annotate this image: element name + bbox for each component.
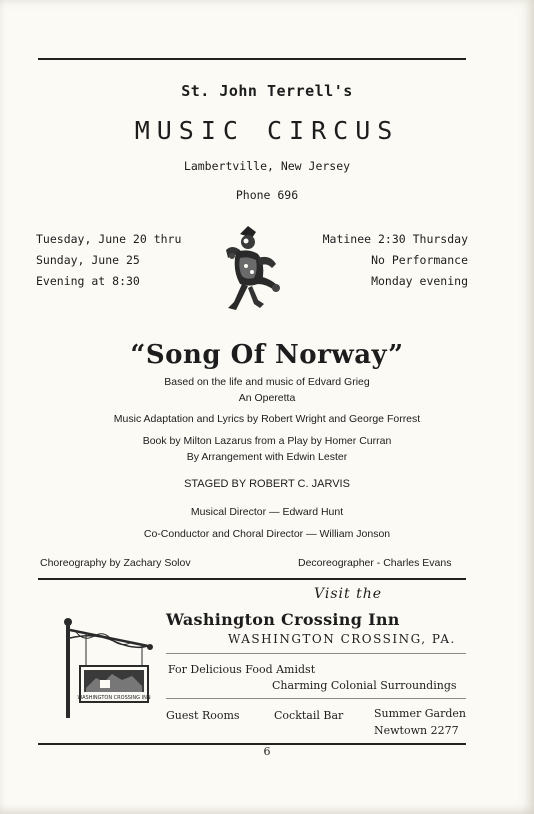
schedule-line: Matinee 2:30 Thursday — [322, 232, 468, 246]
sign-label: WASHINGTON CROSSING INN — [77, 695, 151, 701]
clown-figure-icon — [218, 224, 288, 316]
decor-credit: Decoreographer - Charles Evans — [298, 557, 452, 569]
top-rule — [38, 58, 466, 60]
ad-tagline-1: For Delicious Food Amidst — [168, 663, 316, 676]
staged-by-credit: STAGED BY ROBERT C. JARVIS — [184, 478, 350, 490]
schedule-notes — [323, 229, 468, 292]
ad-visit-text: Visit the — [314, 586, 383, 602]
ad-guest-rooms: Guest Rooms — [166, 709, 240, 722]
choreography-credit: Choreography by Zachary Solov — [40, 557, 191, 569]
venue-phone: Phone 696 — [235, 188, 299, 202]
show-title: “Song Of Norway” — [130, 340, 404, 370]
show-basis: Based on the life and music of Edvard Grieg — [164, 376, 370, 388]
inn-location: WASHINGTON CROSSING, PA. — [228, 632, 456, 646]
schedule-line: Tuesday, June 20 thru — [36, 232, 182, 246]
ad-tagline-2: Charming Colonial Surroundings — [272, 679, 457, 692]
inn-name: Washington Crossing Inn — [166, 610, 400, 629]
ad-divider — [166, 698, 466, 699]
musical-director-credit: Musical Director — Edward Hunt — [190, 506, 344, 518]
ad-divider — [166, 653, 466, 654]
page-number: 6 — [263, 745, 271, 758]
schedule-line: Monday evening — [371, 274, 468, 288]
venue-location: Lambertville, New Jersey — [183, 159, 351, 173]
arrangement-credit: By Arrangement with Edwin Lester — [186, 451, 348, 463]
presenter-name: St. John Terrell's — [181, 82, 353, 100]
schedule-dates — [36, 229, 181, 292]
schedule-line: Evening at 8:30 — [36, 274, 140, 288]
choral-director-credit: Co-Conductor and Choral Director — William Jonson — [143, 528, 391, 540]
book-credit: Book by Milton Lazarus from a Play by Homer Curran — [142, 435, 392, 447]
show-genre: An Operetta — [238, 392, 296, 404]
ad-summer-garden: Summer Garden — [374, 707, 466, 720]
schedule-line: No Performance — [371, 253, 468, 267]
hanging-inn-sign-icon — [56, 616, 160, 718]
music-credit: Music Adaptation and Lyrics by Robert Wright and George Forrest — [113, 413, 421, 425]
schedule-line: Sunday, June 25 — [36, 253, 140, 267]
ad-phone: Newtown 2277 — [374, 724, 459, 737]
ad-top-rule — [38, 578, 466, 580]
ad-cocktail-bar: Cocktail Bar — [274, 709, 344, 722]
venue-title: MUSIC CIRCUS — [134, 116, 400, 145]
